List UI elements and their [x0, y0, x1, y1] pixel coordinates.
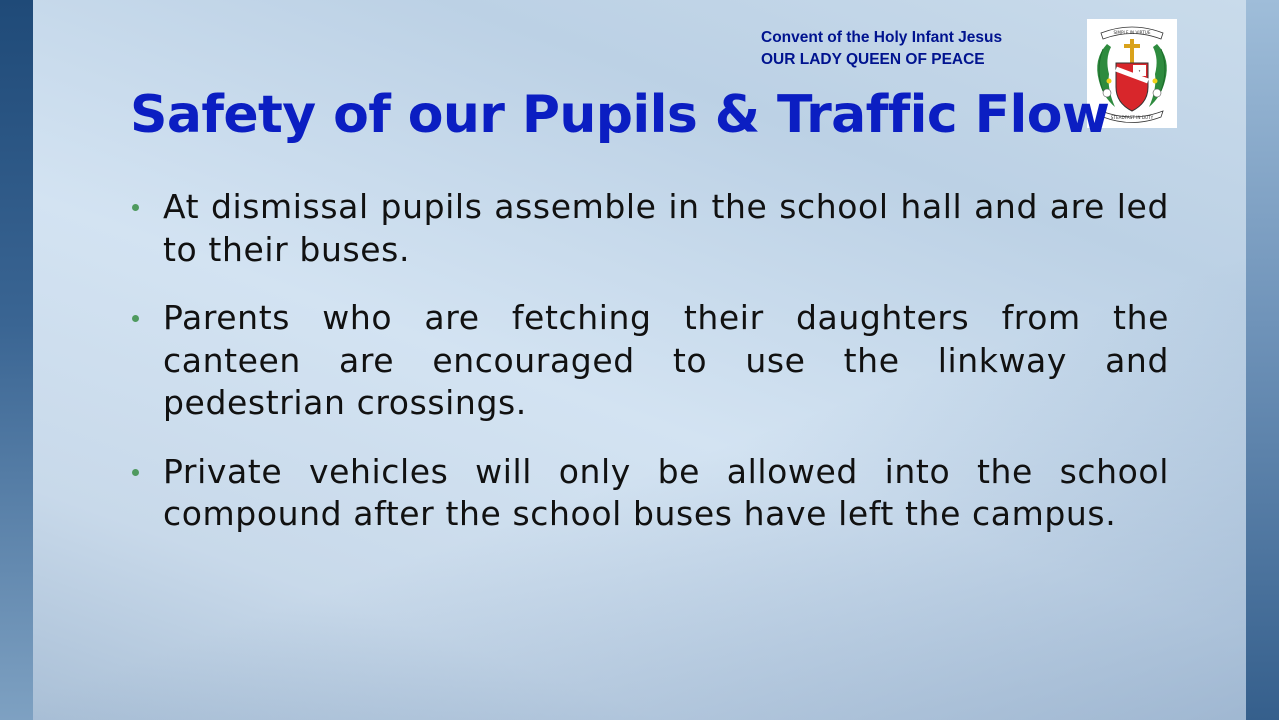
school-name-line-2: OUR LADY QUEEN OF PEACE [761, 51, 985, 68]
slide-canvas [33, 0, 1246, 720]
bullet-list [130, 186, 1169, 562]
bullet-marker-icon [132, 204, 139, 211]
svg-text:✦: ✦ [1138, 69, 1141, 73]
crest-motto-bottom: STEADFAST IN DUTY [1110, 115, 1154, 120]
slide-title: Safety of our Pupils & Traffic Flow [130, 85, 1110, 145]
bullet-marker-icon [132, 315, 139, 322]
bullet-text: Private vehicles will only be allowed into the school compound after the school buses have left the campus. [163, 451, 1169, 533]
bullet-text: At dismissal pupils assemble in the school hall and are led to their buses. [163, 187, 1169, 269]
bullet-text: Parents who are fetching their daughters from the canteen are encouraged to use the linkway and pedestrian crossings. [163, 298, 1169, 422]
bullet-item [130, 186, 1169, 271]
school-name-line-1: Convent of the Holy Infant Jesus [761, 29, 1003, 46]
school-name-header [761, 27, 1002, 71]
bullet-item [130, 297, 1169, 425]
bullet-marker-icon [132, 469, 139, 476]
crest-motto-top: SIMPLE IN VIRTUE [1113, 30, 1151, 35]
left-edge-band [0, 0, 33, 720]
right-edge-band [1246, 0, 1279, 720]
bullet-item [130, 451, 1169, 536]
